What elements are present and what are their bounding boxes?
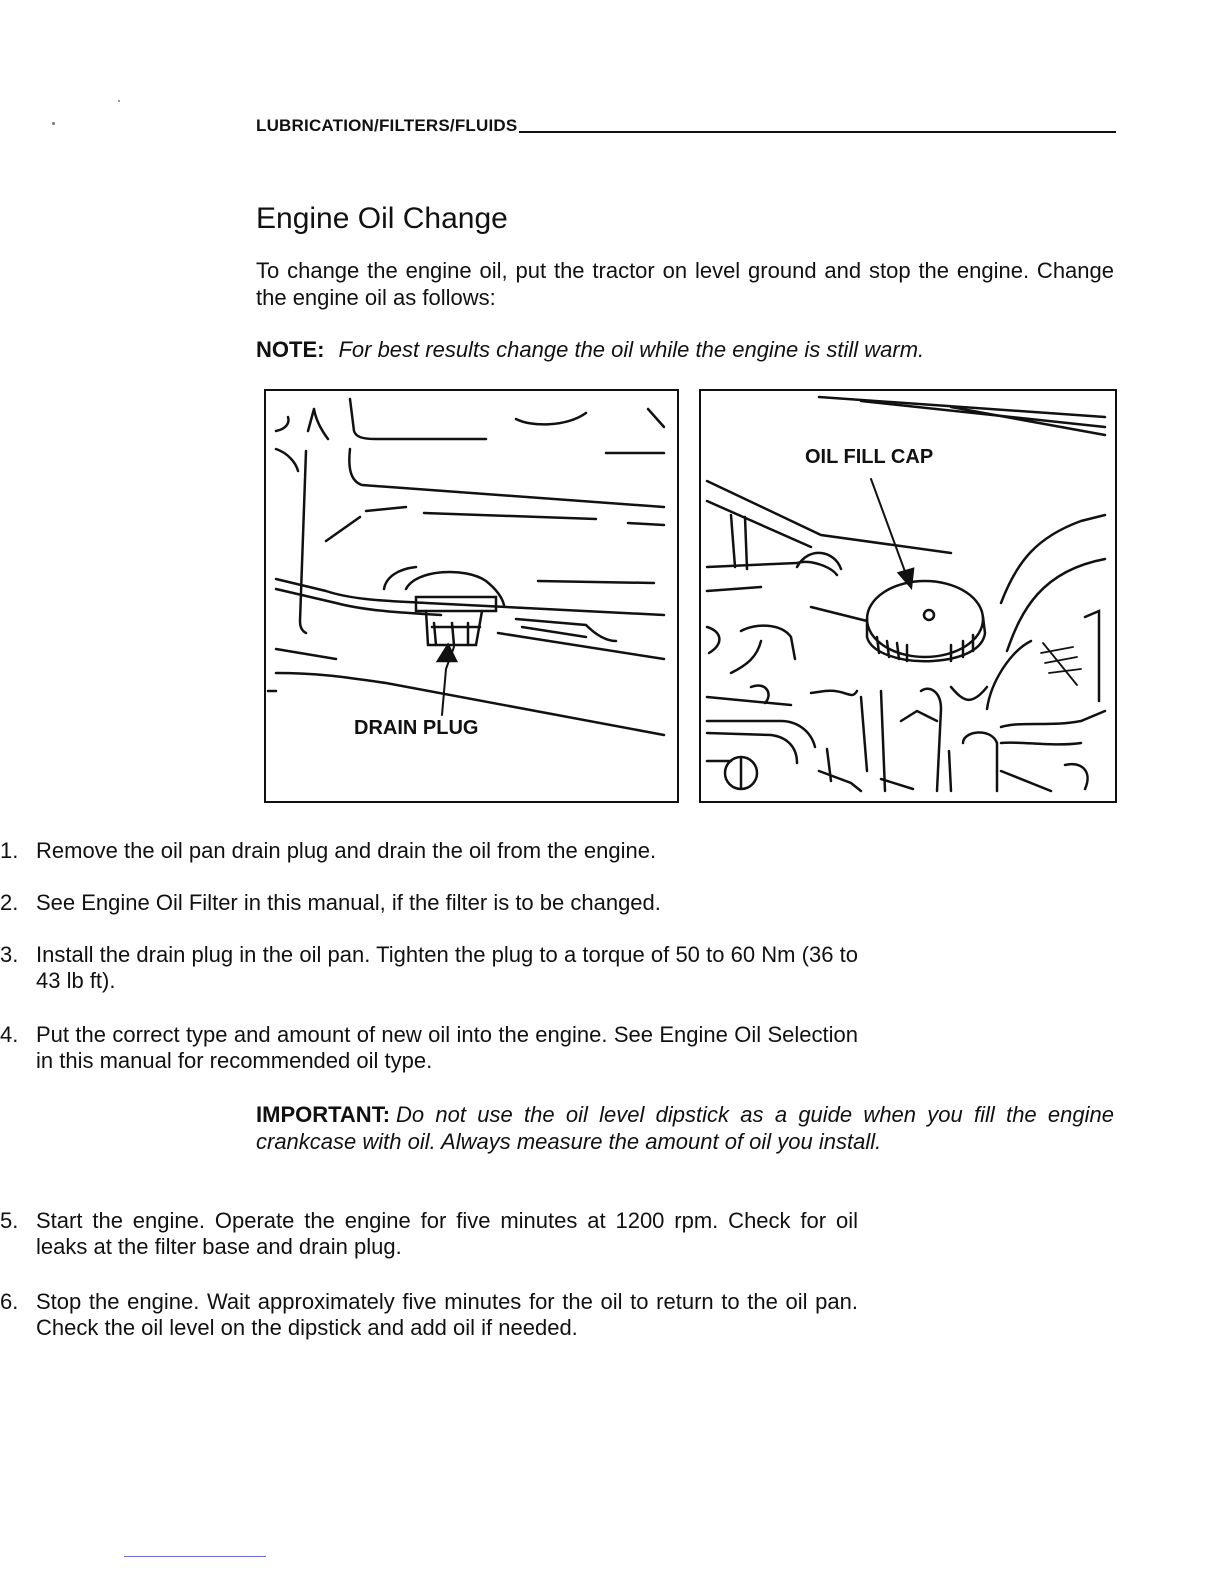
scan-speck — [118, 100, 120, 102]
scan-speck — [52, 122, 55, 125]
step-text: Stop the engine. Wait approximately five minutes for the oil to return to the oil pan. Check the oil level on the dipstick and add oil if needed. — [36, 1289, 858, 1340]
step-text: See Engine Oil Filter in this manual, if the filter is to be changed. — [36, 890, 661, 915]
note-paragraph — [256, 336, 1114, 363]
note-label: NOTE: — [256, 337, 325, 362]
important-text: Do not use the oil level dipstick as a guide when you fill the engine crankcase with oil. Always measure the amount of oil you install. — [256, 1102, 1114, 1154]
note-text: For best results change the oil while the engine is still warm. — [338, 337, 925, 362]
step-text: Start the engine. Operate the engine for five minutes at 1200 rpm. Check for oil leaks at the filter base and drain plug. — [36, 1208, 858, 1259]
step-text: Remove the oil pan drain plug and drain the oil from the engine. — [36, 838, 657, 863]
step-number: 6. — [0, 1289, 19, 1314]
step-number: 5. — [0, 1208, 19, 1233]
intro-paragraph: To change the engine oil, put the tractor on level ground and stop the engine. Change the engine oil as follows: — [256, 258, 1114, 310]
section-label: LUBRICATION/FILTERS/FLUIDS — [256, 116, 518, 135]
step-number: 1. — [0, 838, 19, 863]
step-text: Install the drain plug in the oil pan. Tighten the plug to a torque of 50 to 60 Nm (36 to 43 lb ft). — [36, 942, 858, 993]
header-rule — [519, 131, 1116, 133]
important-paragraph — [256, 1101, 1114, 1155]
oil-fill-cap-callout: OIL FILL CAP — [805, 446, 934, 468]
page-title: Engine Oil Change — [256, 202, 508, 235]
step-number: 3. — [0, 942, 19, 967]
important-label: IMPORTANT: — [256, 1102, 391, 1127]
step-text: Put the correct type and amount of new oil into the engine. See Engine Oil Selection in this manual for recommended oil type. — [36, 1022, 858, 1073]
step-number: 4. — [0, 1022, 19, 1047]
oil-fill-cap-figure — [699, 389, 1117, 803]
step-number: 2. — [0, 890, 19, 915]
footer-rule — [124, 1556, 266, 1557]
drain-plug-callout: DRAIN PLUG — [354, 717, 479, 739]
drain-plug-figure — [264, 389, 679, 803]
running-header — [256, 116, 1116, 136]
